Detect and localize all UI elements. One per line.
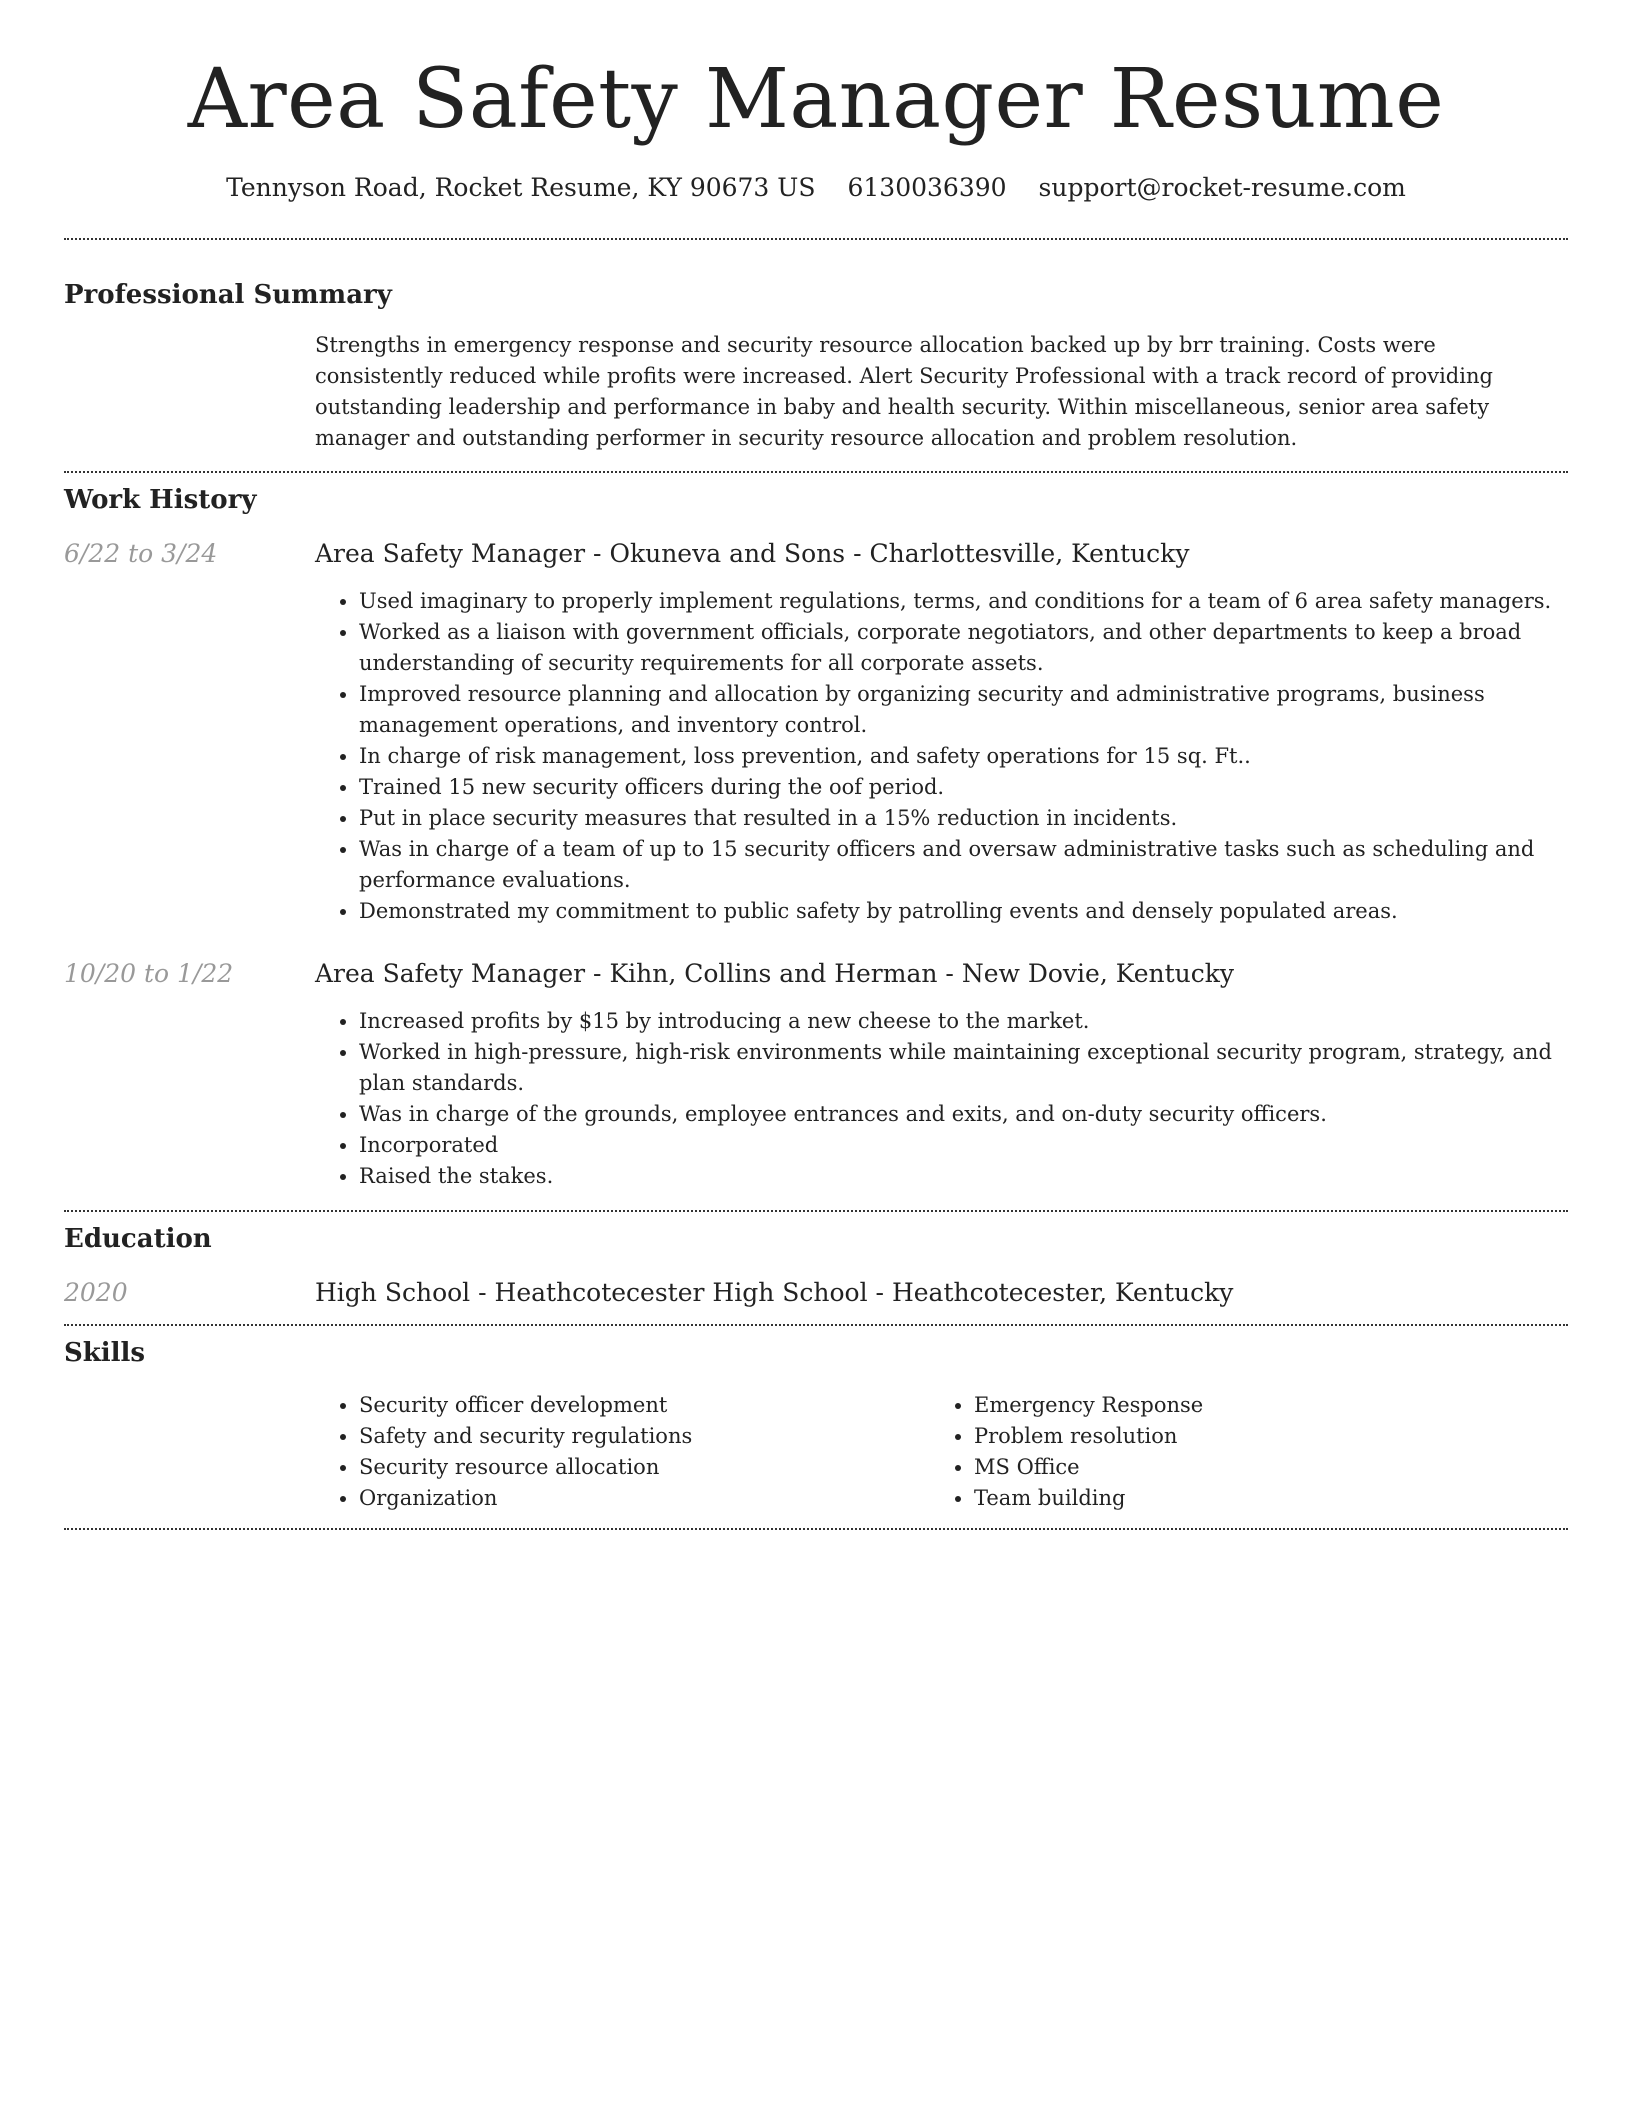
skill-item: • Team building bbox=[974, 1483, 1545, 1514]
job-bullet: • Used imaginary to properly implement regulations, terms, and conditions for a team of 6 area safety managers. bbox=[359, 586, 1568, 617]
job-entry bbox=[64, 537, 1568, 927]
job-title: Area Safety Manager - Okuneva and Sons - Charlottesville, Kentucky bbox=[315, 539, 1190, 568]
job-bullets bbox=[315, 586, 1568, 927]
skill-item: • Organization bbox=[359, 1483, 930, 1514]
section-divider bbox=[64, 471, 1568, 473]
summary-text: Strengths in emergency response and security resource allocation backed up by brr training. Costs were consistently reduced while profits were increased. Alert Security Professional with a track record of providing outstanding leadership and performance in baby and health security. Within miscellaneous, senior area safety manager and outstanding performer in security resource allocation and problem resolution. bbox=[315, 333, 1493, 450]
section-divider bbox=[64, 1324, 1568, 1326]
job-title: Area Safety Manager - Kihn, Collins and Herman - New Dovie, Kentucky bbox=[315, 959, 1235, 988]
skill-item: • Security resource allocation bbox=[359, 1452, 930, 1483]
job-bullet: • Was in charge of a team of up to 15 security officers and oversaw administrative tasks such as scheduling and performance evaluations. bbox=[359, 834, 1568, 896]
skills-section bbox=[64, 1336, 1568, 1514]
section-divider bbox=[64, 1528, 1568, 1530]
page-title: Area Safety Manager Resume bbox=[187, 52, 1445, 147]
contact-info bbox=[64, 172, 1568, 204]
skill-item: • MS Office bbox=[974, 1452, 1545, 1483]
job-bullet: • Improved resource planning and allocation by organizing security and administrative programs, business management operations, and inventory control. bbox=[359, 679, 1568, 741]
job-bullet: • Demonstrated my commitment to public safety by patrolling events and densely populated areas. bbox=[359, 896, 1568, 927]
job-bullet: • Incorporated bbox=[359, 1130, 1568, 1161]
job-bullet: • Put in place security measures that resulted in a 15% reduction in incidents. bbox=[359, 803, 1568, 834]
summary-spacer bbox=[64, 330, 315, 454]
skills-list-left bbox=[315, 1390, 930, 1514]
job-dates: 10/20 to 1/22 bbox=[64, 959, 234, 988]
job-bullet: • Worked in high-pressure, high-risk environments while maintaining exceptional security program, strategy, and plan standards. bbox=[359, 1037, 1568, 1099]
education-section bbox=[64, 1222, 1568, 1310]
work-history-section bbox=[64, 483, 1568, 1192]
skill-item: • Problem resolution bbox=[974, 1421, 1545, 1452]
contact-phone: 6130036390 bbox=[847, 173, 1007, 202]
summary-section bbox=[64, 278, 1568, 454]
job-bullet: • Worked as a liaison with government officials, corporate negotiators, and other departments to keep a broad understanding of security requirements for all corporate assets. bbox=[359, 617, 1568, 679]
section-divider bbox=[64, 238, 1568, 240]
contact-email: support@rocket-resume.com bbox=[1038, 173, 1406, 202]
education-text: High School - Heathcotecester High School - Heathcotecester, Kentucky bbox=[315, 1278, 1234, 1307]
skill-item: • Safety and security regulations bbox=[359, 1421, 930, 1452]
education-heading: Education bbox=[64, 1224, 212, 1254]
skills-list-right bbox=[930, 1390, 1545, 1514]
education-year: 2020 bbox=[64, 1278, 128, 1307]
contact-address: Tennyson Road, Rocket Resume, KY 90673 US bbox=[226, 173, 816, 202]
skills-spacer bbox=[64, 1390, 315, 1514]
job-bullet: • Raised the stakes. bbox=[359, 1161, 1568, 1192]
work-history-heading: Work History bbox=[64, 485, 257, 515]
section-divider bbox=[64, 1210, 1568, 1212]
job-bullet: • Was in charge of the grounds, employee entrances and exits, and on-duty security officers. bbox=[359, 1099, 1568, 1130]
job-dates: 6/22 to 3/24 bbox=[64, 539, 218, 568]
skill-item: • Security officer development bbox=[359, 1390, 930, 1421]
education-entry bbox=[64, 1276, 1568, 1310]
job-bullet: • Trained 15 new security officers during the oof period. bbox=[359, 772, 1568, 803]
skills-heading: Skills bbox=[64, 1338, 146, 1368]
skill-item: • Emergency Response bbox=[974, 1390, 1545, 1421]
summary-heading: Professional Summary bbox=[64, 280, 392, 310]
job-bullets bbox=[315, 1006, 1568, 1192]
job-bullet: • Increased profits by $15 by introducing a new cheese to the market. bbox=[359, 1006, 1568, 1037]
job-entry bbox=[64, 957, 1568, 1192]
job-bullet: • In charge of risk management, loss prevention, and safety operations for 15 sq. Ft.. bbox=[359, 741, 1568, 772]
